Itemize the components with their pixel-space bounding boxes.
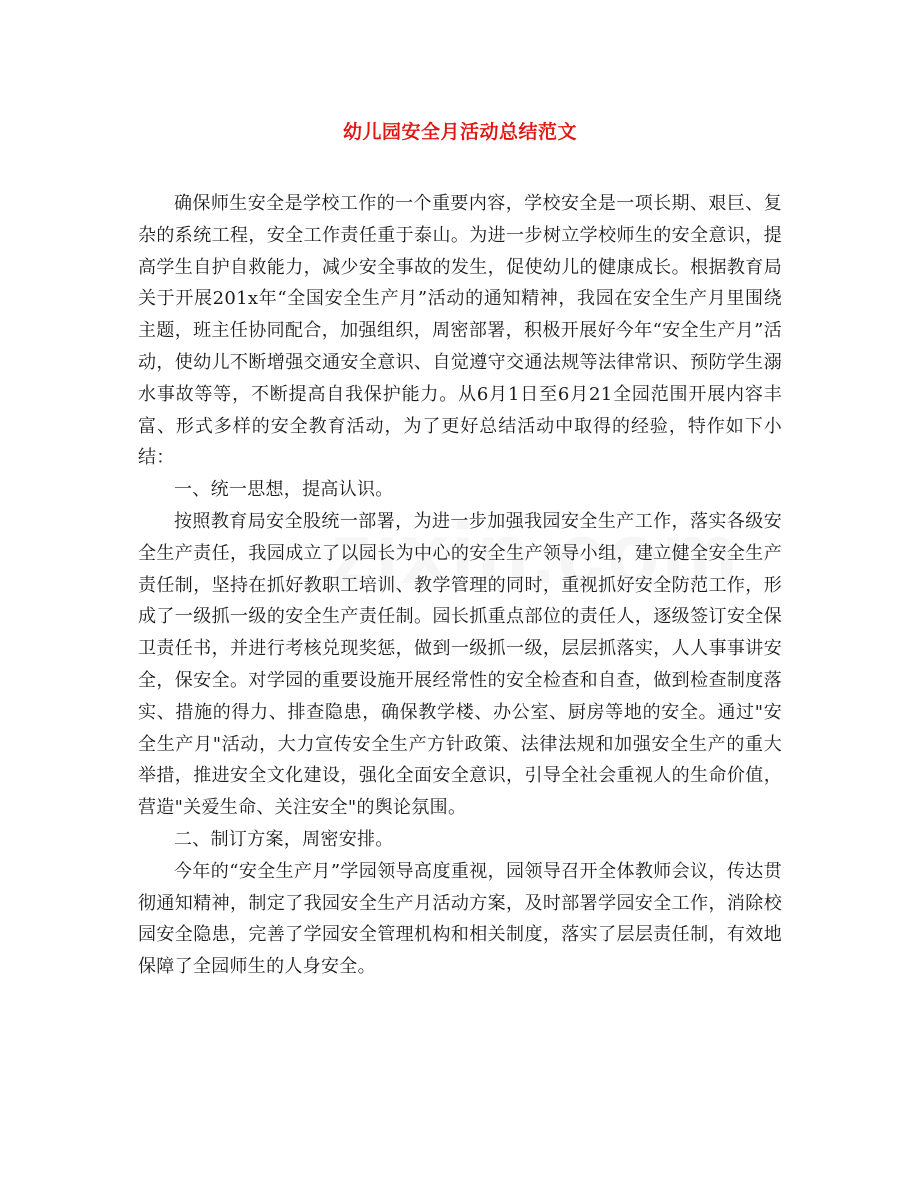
section-heading-2: 二、制订方案，周密安排。 [174,828,394,850]
document-body [138,188,782,983]
section-heading-1: 一、统一思想，提高认识。 [174,479,394,501]
paragraph-intro: 确保师生安全是学校工作的一个重要内容，学校安全是一项长期、艰巨、复杂的系统工程，安全工作责任重于泰山。为进一步树立学校师生的安全意识，提高学生自护自救能力，减少安全事故的发生，促使幼儿的健康成长。根据教育局关于开展201x年“全国安全生产月”活动的通知精神，我园在安全生产月里围绕主题，班主任协同配合，加强组织，周密部署，积极开展好今年“安全生产月”活动，使幼儿不断增强交通安全意识、自觉遵守交通法规等法律常识、预防学生溺水事故等等，不断提高自我保护能力。从6月1日至6月21全园范围开展内容丰富、形式多样的安全教育活动，为了更好总结活动中取得的经验，特作如下小结： [138,193,782,469]
paragraph-section-2: 今年的“安全生产月”学园领导高度重视，园领导召开全体教师会议，传达贯彻通知精神，制定了我园安全生产月活动方案，及时部署学园安全工作，消除校园安全隐患，完善了学园安全管理机构和相关制度，落实了层层责任制，有效地保障了全园师生的人身安全。 [138,860,782,978]
paragraph-section-1: 按照教育局安全股统一部署，为进一步加强我园安全生产工作，落实各级安全生产责任，我园成立了以园长为中心的安全生产领导小组，建立健全安全生产责任制，坚持在抓好教职工培训、教学管理的同时，重视抓好安全防范工作，形成了一级抓一级的安全生产责任制。园长抓重点部位的责任人，逐级签订安全保卫责任书，并进行考核兑现奖惩，做到一级抓一级，层层抓落实，人人事事讲安全，保安全。对学园的重要设施开展经常性的安全检查和自查，做到检查制度落实、措施的得力、排查隐患，确保教学楼、办公室、厨房等地的安全。通过"安全生产月"活动，大力宣传安全生产方针政策、法律法规和加强安全生产的重大举措，推进安全文化建设，强化全面安全意识，引导全社会重视人的生命价值，营造"关爱生命、关注安全"的舆论氛围。 [138,510,782,819]
document-title: 幼儿园安全月活动总结范文 [342,121,577,143]
